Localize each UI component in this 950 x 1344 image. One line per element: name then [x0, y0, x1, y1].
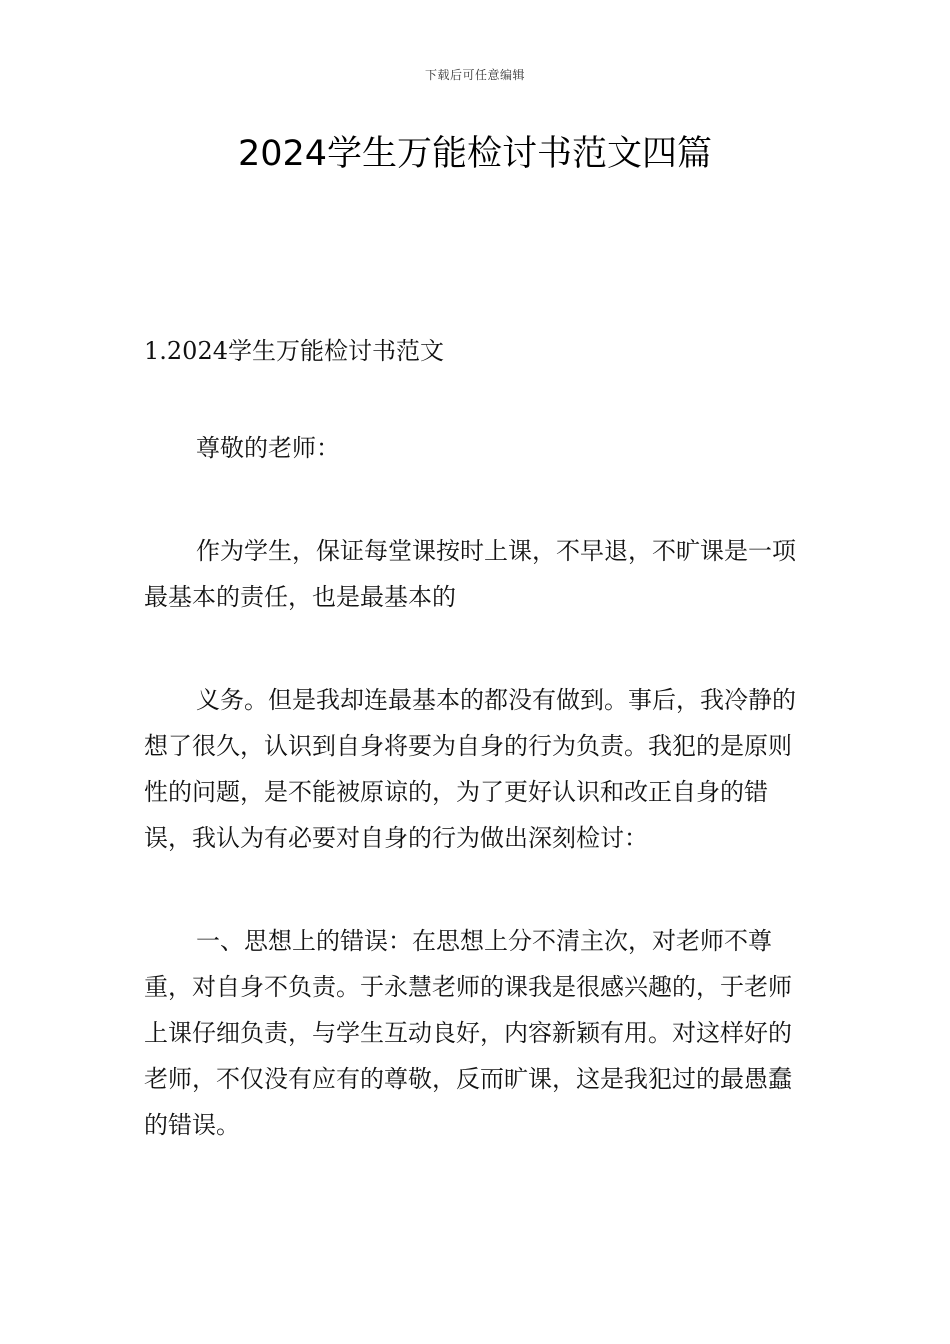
section-heading: 1.2024学生万能检讨书范文: [144, 337, 444, 365]
salutation: 尊敬的老师：: [196, 434, 340, 462]
document-title: 2024学生万能检讨书范文四篇: [237, 134, 713, 174]
header-note: 下载后可任意编辑: [424, 68, 525, 82]
paragraph-2: 义务。但是我却连最基本的都没有做到。事后，我冷静的想了很久，认识到自身将要为自身的行为负责。我犯的是原则性的问题，是不能被原谅的，为了更好认识和改正自身的错误，我认为有必要对自身的行为做出深刻检讨：: [144, 686, 796, 852]
paragraph-1: 作为学生，保证每堂课按时上课，不早退，不旷课是一项最基本的责任，也是最基本的: [144, 537, 796, 611]
paragraph-3: 一、思想上的错误：在思想上分不清主次，对老师不尊重，对自身不负责。于永慧老师的课我是很感兴趣的，于老师上课仔细负责，与学生互动良好，内容新颖有用。对这样好的老师，不仅没有应有的尊敬，反而旷课，这是我犯过的最愚蠢的错误。: [144, 927, 792, 1139]
